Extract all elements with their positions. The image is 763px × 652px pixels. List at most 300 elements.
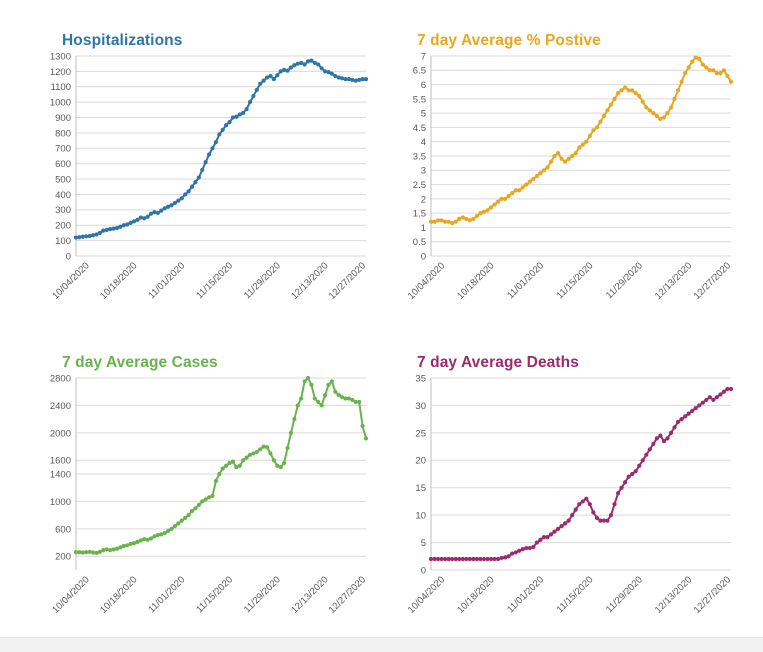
y-axis-tick-label: 700 — [55, 143, 71, 155]
x-axis-tick-label: 11/29/2020 — [241, 260, 283, 302]
data-point — [542, 168, 546, 172]
x-axis-tick-label: 12/27/2020 — [691, 574, 734, 616]
x-tick-group — [242, 260, 283, 301]
data-point — [156, 211, 160, 215]
data-point — [598, 120, 602, 124]
data-point — [197, 175, 201, 179]
data-point — [507, 194, 511, 198]
data-point — [275, 73, 279, 77]
data-point — [485, 208, 489, 212]
data-point — [545, 535, 549, 539]
data-point — [146, 215, 150, 219]
data-point — [602, 114, 606, 118]
data-point — [214, 140, 218, 144]
data-point — [190, 509, 194, 513]
data-point — [524, 182, 528, 186]
y-axis-tick-label: 0.5 — [412, 237, 426, 249]
y-axis-tick-label: 25 — [415, 428, 426, 440]
data-point — [197, 503, 201, 507]
x-axis-tick-label: 11/01/2020 — [146, 260, 188, 302]
y-axis-tick-label: 2.5 — [412, 179, 426, 191]
chart-svg — [30, 18, 380, 318]
data-point — [669, 105, 673, 109]
data-point — [507, 554, 511, 558]
data-point — [296, 403, 300, 407]
data-point — [729, 387, 733, 391]
data-point — [672, 425, 676, 429]
data-point — [552, 530, 556, 534]
x-axis-tick-label: 11/15/2020 — [194, 574, 236, 616]
data-point — [517, 188, 521, 192]
data-point — [538, 538, 542, 542]
chart-svg — [385, 338, 745, 628]
data-point — [644, 105, 648, 109]
data-point — [231, 460, 235, 464]
data-line — [431, 57, 731, 223]
data-point — [687, 412, 691, 416]
y-axis-tick-label: 400 — [55, 189, 71, 201]
data-point — [221, 128, 225, 132]
y-axis-tick-label: 30 — [415, 400, 426, 412]
data-point — [581, 499, 585, 503]
y-axis-tick-label: 6 — [420, 79, 426, 91]
data-point — [282, 461, 286, 465]
data-point — [200, 168, 204, 172]
data-point — [364, 436, 368, 440]
plot-area-hospitalizations — [30, 18, 380, 318]
y-axis-tick-label: 600 — [55, 524, 71, 536]
data-point — [262, 79, 266, 83]
data-point — [690, 409, 694, 413]
data-point — [510, 191, 514, 195]
x-tick-group — [406, 574, 447, 615]
data-point — [255, 88, 259, 92]
data-point — [697, 403, 701, 407]
data-point — [641, 100, 645, 104]
data-point — [630, 88, 634, 92]
x-tick-group — [653, 260, 694, 301]
data-point — [616, 491, 620, 495]
data-point — [496, 200, 500, 204]
y-axis-tick-label: 7 — [420, 51, 426, 63]
x-axis-tick-label: 11/01/2020 — [146, 574, 188, 616]
data-point — [503, 197, 507, 201]
data-point — [454, 220, 458, 224]
data-point — [627, 475, 631, 479]
y-axis-tick-label: 1000 — [49, 496, 71, 508]
x-axis-tick-label: 10/04/2020 — [50, 574, 92, 616]
x-tick-group — [146, 260, 187, 301]
x-tick-group — [194, 574, 235, 615]
data-point — [244, 107, 248, 111]
data-point — [531, 177, 535, 181]
data-point — [588, 134, 592, 138]
y-axis-tick-label: 35 — [415, 373, 426, 385]
x-tick-group — [505, 574, 546, 615]
y-axis-tick-label: 5 — [420, 108, 426, 120]
x-tick-group — [98, 574, 139, 615]
x-tick-group — [146, 574, 187, 615]
data-point — [574, 508, 578, 512]
chart-title-hospitalizations: Hospitalizations — [62, 32, 183, 49]
data-point — [180, 519, 184, 523]
data-point — [669, 431, 673, 435]
data-point — [637, 94, 641, 98]
data-line — [431, 389, 731, 559]
data-point — [641, 458, 645, 462]
data-point — [570, 154, 574, 158]
y-axis-tick-label: 15 — [415, 483, 426, 495]
data-point — [135, 218, 139, 222]
data-point — [330, 379, 334, 383]
y-axis-tick-label: 4 — [420, 137, 426, 149]
data-point — [238, 464, 242, 468]
data-point — [299, 396, 303, 400]
data-point — [584, 140, 588, 144]
data-point — [704, 398, 708, 402]
data-point — [683, 71, 687, 75]
data-point — [302, 379, 306, 383]
data-point — [224, 464, 228, 468]
y-axis-tick-label: 5 — [420, 537, 426, 549]
data-point — [563, 160, 567, 164]
data-point — [690, 60, 694, 64]
data-point — [556, 527, 560, 531]
data-point — [183, 192, 187, 196]
y-axis-tick-label: 1600 — [49, 455, 71, 467]
data-point — [333, 390, 337, 394]
data-point — [289, 65, 293, 69]
data-point — [595, 125, 599, 129]
x-tick-group — [289, 260, 330, 301]
x-axis-tick-label: 11/29/2020 — [603, 574, 645, 616]
data-point — [248, 100, 252, 104]
data-point — [159, 209, 163, 213]
y-axis-tick-label: 1.5 — [412, 208, 426, 220]
data-point — [492, 202, 496, 206]
data-point — [475, 214, 479, 218]
x-axis-tick-label: 11/29/2020 — [241, 574, 283, 616]
x-tick-group — [692, 260, 733, 301]
data-point — [210, 146, 214, 150]
data-point — [528, 180, 532, 184]
data-point — [210, 494, 214, 498]
plot-area-deaths — [385, 338, 745, 628]
y-axis-tick-label: 300 — [55, 205, 71, 217]
data-point — [623, 480, 627, 484]
data-point — [552, 154, 556, 158]
x-tick-group — [604, 574, 645, 615]
data-point — [272, 77, 276, 81]
y-axis-tick-label: 0 — [420, 251, 426, 263]
x-tick-group — [555, 260, 596, 301]
data-point — [725, 74, 729, 78]
data-point — [612, 97, 616, 101]
data-point — [687, 65, 691, 69]
x-axis-tick-label: 12/13/2020 — [289, 574, 331, 616]
x-axis-tick-label: 10/18/2020 — [455, 574, 497, 616]
x-tick-group — [505, 260, 546, 301]
data-point — [545, 165, 549, 169]
data-point — [665, 111, 669, 115]
x-axis-tick-label: 12/27/2020 — [691, 260, 734, 302]
data-point — [662, 115, 666, 119]
x-tick-group — [289, 574, 330, 615]
data-point — [644, 453, 648, 457]
data-point — [648, 108, 652, 112]
y-axis-tick-label: 600 — [55, 159, 71, 171]
data-point — [609, 513, 613, 517]
data-point — [581, 142, 585, 146]
chart-panel-deaths — [385, 338, 745, 638]
data-point — [306, 376, 310, 380]
y-axis-tick-label: 4.5 — [412, 122, 426, 134]
data-point — [217, 132, 221, 136]
x-axis-tick-label: 11/01/2020 — [505, 574, 547, 616]
data-point — [679, 417, 683, 421]
data-point — [577, 145, 581, 149]
data-point — [729, 80, 733, 84]
chart-svg — [30, 338, 380, 628]
data-point — [360, 424, 364, 428]
data-point — [169, 527, 173, 531]
data-point — [648, 447, 652, 451]
data-point — [357, 400, 361, 404]
data-point — [637, 464, 641, 468]
data-point — [658, 434, 662, 438]
y-axis-tick-label: 1100 — [50, 82, 71, 94]
data-point — [255, 450, 259, 454]
data-point — [701, 62, 705, 66]
x-tick-group — [555, 574, 596, 615]
y-axis-tick-label: 1000 — [49, 97, 71, 109]
x-axis-tick-label: 12/27/2020 — [326, 574, 369, 616]
data-point — [364, 77, 368, 81]
x-axis-tick-label: 11/15/2020 — [194, 260, 236, 302]
x-tick-group — [653, 574, 694, 615]
data-point — [535, 174, 539, 178]
x-axis-tick-label: 12/27/2020 — [326, 260, 369, 302]
data-point — [619, 88, 623, 92]
data-point — [722, 68, 726, 72]
data-point — [722, 390, 726, 394]
data-point — [330, 72, 334, 76]
y-axis-tick-label: 1200 — [49, 66, 71, 78]
data-point — [679, 80, 683, 84]
y-axis-tick-label: 800 — [55, 128, 71, 140]
data-point — [584, 497, 588, 501]
y-axis-tick-label: 900 — [55, 112, 71, 124]
y-axis-tick-label: 100 — [55, 236, 71, 248]
data-point — [655, 436, 659, 440]
data-point — [595, 516, 599, 520]
data-point — [214, 479, 218, 483]
y-axis-tick-label: 1 — [420, 222, 426, 234]
data-point — [574, 151, 578, 155]
data-point — [316, 400, 320, 404]
data-point — [224, 123, 228, 127]
data-point — [193, 506, 197, 510]
data-point — [711, 398, 715, 402]
data-point — [718, 392, 722, 396]
data-point — [676, 88, 680, 92]
data-point — [268, 451, 272, 455]
chart-title-cases: 7 day Average Cases — [62, 354, 218, 371]
data-point — [173, 524, 177, 528]
y-axis-tick-label: 3 — [420, 165, 426, 177]
x-tick-group — [692, 574, 733, 615]
y-axis-tick-label: 200 — [55, 220, 71, 232]
y-axis-tick-label: 0 — [420, 565, 426, 577]
x-axis-tick-label: 10/18/2020 — [98, 574, 140, 616]
data-point — [672, 97, 676, 101]
y-axis-tick-label: 5.5 — [412, 94, 426, 106]
x-axis-tick-label: 10/18/2020 — [455, 260, 497, 302]
data-point — [193, 180, 197, 184]
data-point — [285, 446, 289, 450]
data-point — [567, 519, 571, 523]
data-point — [265, 445, 269, 449]
data-point — [651, 111, 655, 115]
data-point — [207, 152, 211, 156]
chart-panel-cases — [30, 338, 380, 638]
data-point — [272, 458, 276, 462]
x-tick-group — [604, 260, 645, 301]
x-axis-tick-label: 10/04/2020 — [405, 260, 448, 302]
data-point — [612, 502, 616, 506]
data-point — [489, 205, 493, 209]
page-bottom-strip — [0, 637, 763, 652]
data-point — [241, 458, 245, 462]
data-point — [309, 59, 313, 63]
data-point — [665, 436, 669, 440]
data-point — [708, 395, 712, 399]
x-axis-tick-label: 10/04/2020 — [50, 260, 92, 302]
data-point — [258, 82, 262, 86]
data-point — [173, 201, 177, 205]
data-point — [616, 91, 620, 95]
data-point — [313, 396, 317, 400]
data-point — [591, 510, 595, 514]
data-point — [471, 217, 475, 221]
data-point — [176, 199, 180, 203]
data-point — [251, 94, 255, 98]
x-tick-group — [50, 260, 91, 301]
x-tick-group — [455, 574, 496, 615]
chart-svg — [385, 18, 745, 318]
data-point — [217, 472, 221, 476]
data-point — [591, 128, 595, 132]
data-point — [549, 532, 553, 536]
y-axis-tick-label: 200 — [55, 551, 71, 563]
data-point — [241, 111, 245, 115]
data-point — [538, 171, 542, 175]
chart-title-deaths: 7 day Average Deaths — [417, 354, 579, 371]
y-axis-tick-label: 2000 — [49, 428, 71, 440]
plot-area-percent-positive — [385, 18, 745, 318]
data-point — [320, 66, 324, 70]
x-tick-group — [327, 574, 368, 615]
x-tick-group — [242, 574, 283, 615]
x-tick-group — [327, 260, 368, 301]
data-point — [655, 114, 659, 118]
chart-panel-hospitalizations — [30, 18, 380, 328]
data-point — [711, 68, 715, 72]
data-point — [715, 395, 719, 399]
data-point — [499, 556, 503, 560]
data-point — [609, 102, 613, 106]
data-point — [662, 439, 666, 443]
data-point — [563, 521, 567, 525]
data-point — [285, 69, 289, 73]
data-point — [227, 120, 231, 124]
data-point — [180, 196, 184, 200]
data-point — [268, 74, 272, 78]
data-point — [244, 455, 248, 459]
data-point — [221, 466, 225, 470]
data-point — [634, 469, 638, 473]
data-point — [570, 513, 574, 517]
data-point — [588, 502, 592, 506]
data-point — [535, 540, 539, 544]
data-point — [718, 71, 722, 75]
data-point — [676, 420, 680, 424]
data-point — [704, 65, 708, 69]
y-axis-tick-label: 2800 — [49, 373, 71, 385]
x-tick-group — [194, 260, 235, 301]
data-point — [651, 442, 655, 446]
y-axis-tick-label: 2 — [420, 194, 426, 206]
data-point — [98, 231, 102, 235]
chart-panel-percent-positive — [385, 18, 745, 328]
x-tick-group — [50, 574, 91, 615]
data-point — [630, 472, 634, 476]
data-point — [289, 431, 293, 435]
x-tick-group — [455, 260, 496, 301]
data-point — [234, 115, 238, 119]
y-axis-tick-label: 1400 — [49, 469, 71, 481]
y-axis-tick-label: 20 — [415, 455, 426, 467]
data-point — [190, 185, 194, 189]
data-point — [623, 85, 627, 89]
data-point — [701, 401, 705, 405]
data-point — [683, 414, 687, 418]
data-point — [186, 189, 190, 193]
x-axis-tick-label: 12/13/2020 — [652, 574, 695, 616]
y-axis-tick-label: 2400 — [49, 400, 71, 412]
data-point — [279, 465, 283, 469]
data-point — [176, 521, 180, 525]
data-point — [521, 185, 525, 189]
data-point — [619, 486, 623, 490]
x-axis-tick-label: 11/01/2020 — [505, 260, 547, 302]
y-axis-tick-label: 10 — [415, 510, 426, 522]
data-point — [567, 157, 571, 161]
data-point — [204, 160, 208, 164]
x-axis-tick-label: 11/15/2020 — [554, 260, 596, 302]
y-axis-tick-label: 0 — [65, 251, 71, 263]
data-point — [302, 62, 306, 66]
data-point — [292, 417, 296, 421]
data-point — [559, 524, 563, 528]
x-axis-tick-label: 12/13/2020 — [652, 260, 695, 302]
data-point — [697, 57, 701, 61]
x-axis-tick-label: 10/04/2020 — [405, 574, 448, 616]
data-point — [169, 203, 173, 207]
data-point — [605, 519, 609, 523]
y-axis-tick-label: 1300 — [49, 51, 71, 63]
data-point — [323, 393, 327, 397]
